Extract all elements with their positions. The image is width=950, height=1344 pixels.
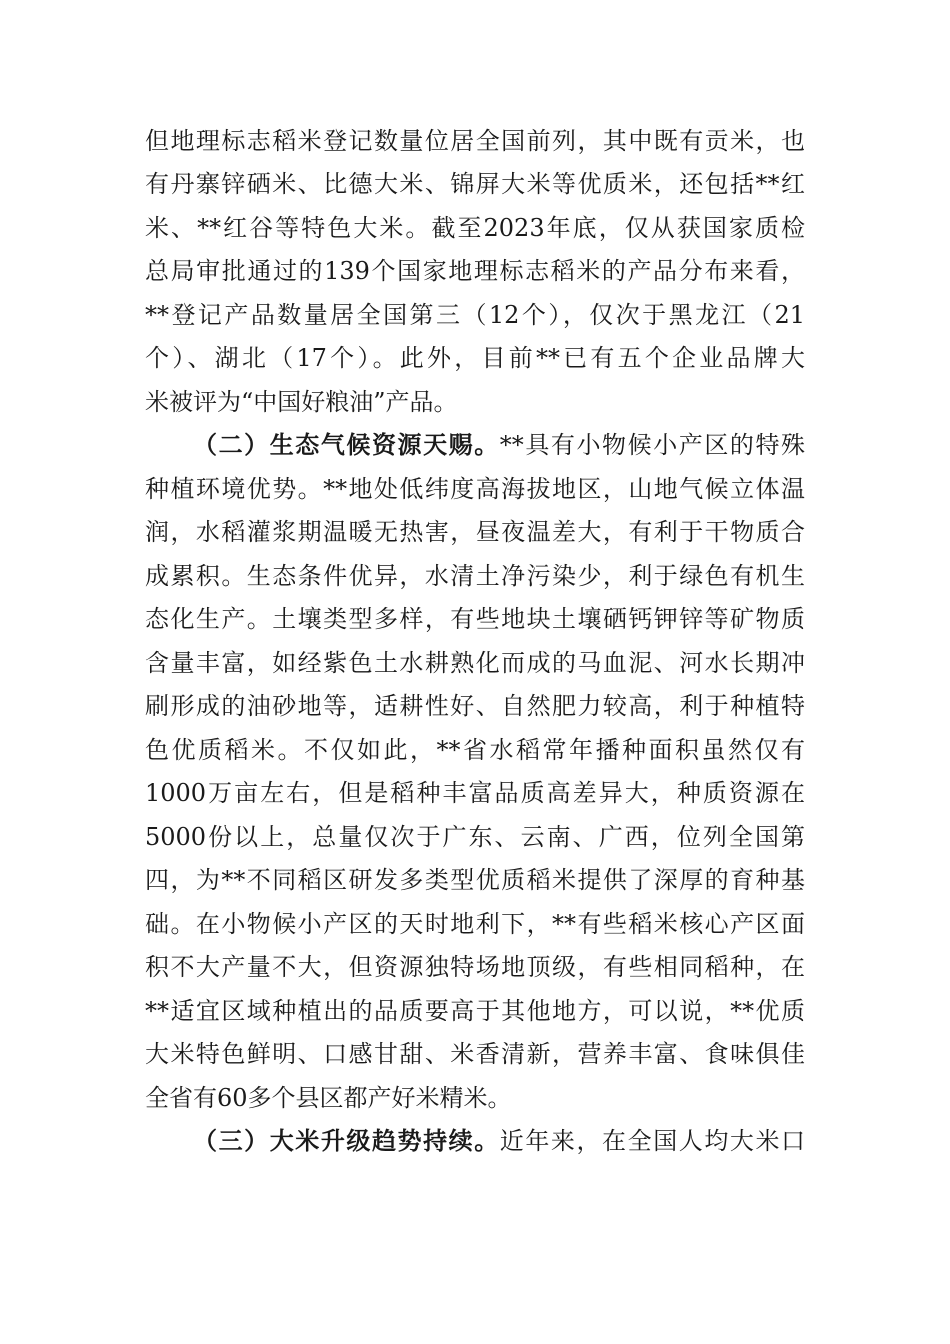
- text-line: 总局审批通过的139个国家地理标志稻米的产品分布来看，: [145, 257, 805, 285]
- text-line: 积不大产量不大，但资源独特场地顶级，有些相同稻种，在: [145, 953, 805, 981]
- paragraph-first-line: [193, 1121, 805, 1161]
- text-line: **适宜区域种植出的品质要高于其他地方，可以说，**优质: [145, 997, 805, 1025]
- text-line: 米、**红谷等特色大米。截至2023年底，仅从获国家质检: [145, 214, 805, 242]
- text-line: 刷形成的油砂地等，适耕性好、自然肥力较高，利于种植特: [145, 692, 805, 720]
- text-line: 成累积。生态条件优异，水清土净污染少，利于绿色有机生: [145, 562, 805, 590]
- section-heading-ecology: （二）生态气候资源天赐。: [193, 430, 500, 459]
- text-line: 米被评为“中国好粮油”产品。: [145, 388, 458, 416]
- text-line: 四，为**不同稻区研发多类型优质稻米提供了深厚的育种基: [145, 866, 805, 894]
- paragraph-first-line: [193, 425, 805, 465]
- text-line: 1000万亩左右，但是稻种丰富品质高差异大，种质资源在: [145, 779, 805, 807]
- section-heading-rice-upgrade: （三）大米升级趋势持续。: [193, 1126, 500, 1155]
- text-fragment: **具有小物候小产区的特殊: [499, 431, 806, 459]
- text-line: 色优质稻米。不仅如此，**省水稻常年播种面积虽然仅有: [145, 736, 805, 764]
- text-line: 含量丰富，如经紫色土水耕熟化而成的马血泥、河水长期冲: [145, 649, 805, 677]
- text-line: **登记产品数量居全国第三（12个），仅次于黑龙江（21: [145, 301, 805, 329]
- text-line: 润，水稻灌浆期温暖无热害，昼夜温差大，有利于干物质合: [145, 518, 805, 546]
- text-line: 础。在小物候小产区的天时地利下，**有些稻米核心产区面: [145, 910, 805, 938]
- text-line: 5000份以上，总量仅次于广东、云南、广西，位列全国第: [145, 823, 805, 851]
- text-line: 大米特色鲜明、口感甘甜、米香清新，营养丰富、食味俱佳: [145, 1040, 805, 1068]
- text-line: 态化生产。土壤类型多样，有些地块土壤硒钙钾锌等矿物质: [145, 605, 805, 633]
- text-line: 但地理标志稻米登记数量位居全国前列，其中既有贡米，也: [145, 127, 805, 155]
- text-line: 个）、湖北（17个）。此外，目前**已有五个企业品牌大: [145, 344, 805, 372]
- text-line: 全省有60多个县区都产好米精米。: [145, 1084, 512, 1112]
- text-fragment: 近年来，在全国人均大米口: [499, 1127, 806, 1155]
- text-line: 有丹寨锌硒米、比德大米、锦屏大米等优质米，还包括**红: [145, 170, 805, 198]
- text-line: 种植环境优势。**地处低纬度高海拔地区，山地气候立体温: [145, 475, 805, 503]
